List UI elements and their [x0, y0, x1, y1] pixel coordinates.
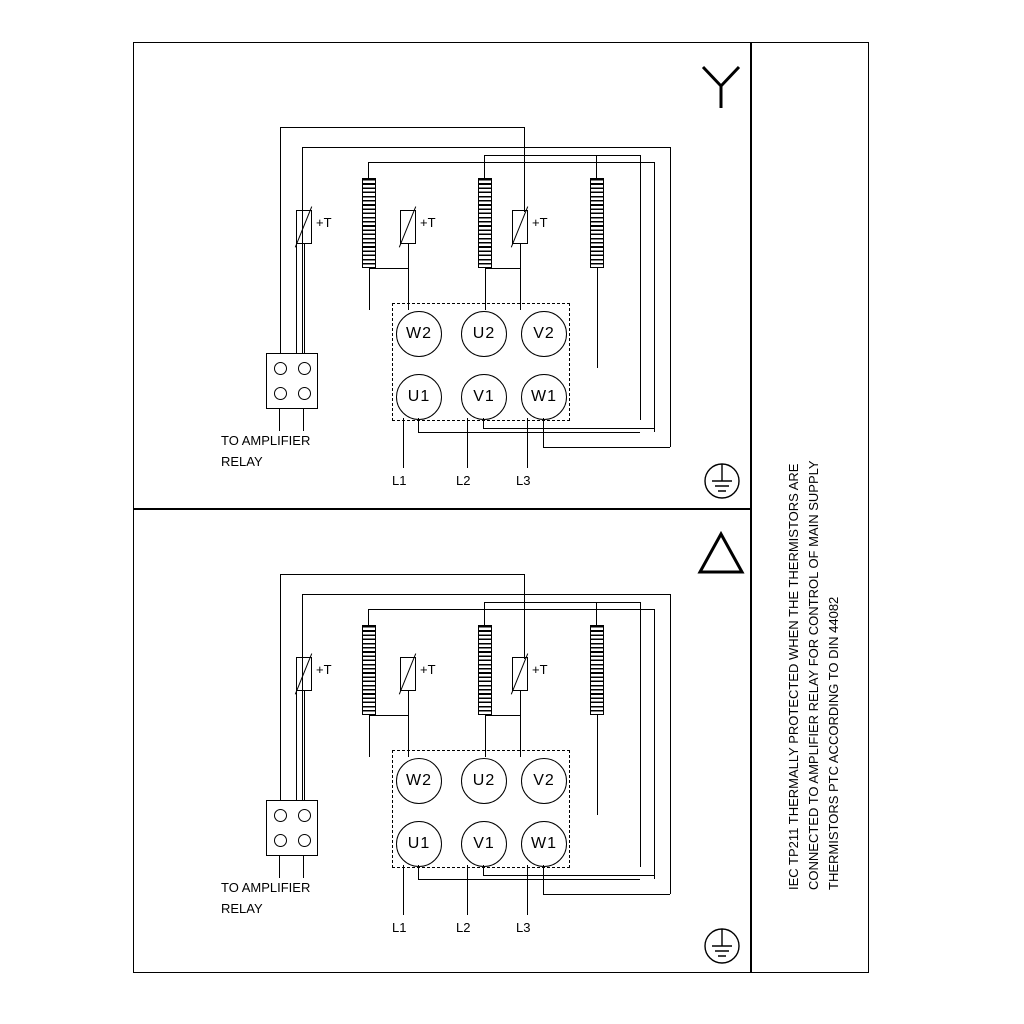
supply-label-L3: L3	[516, 473, 531, 488]
wire	[597, 268, 598, 368]
terminal-V1[interactable]: V1	[461, 821, 507, 867]
connector-pin	[298, 387, 311, 400]
winding-coil	[478, 625, 492, 715]
note-line-3: THERMISTORS PTC ACCORDING TO DIN 44082	[826, 596, 841, 890]
wire	[543, 865, 544, 894]
terminal-V2[interactable]: V2	[521, 311, 567, 357]
wire	[368, 609, 654, 610]
wire	[368, 609, 369, 626]
amplifier-label-line1: TO AMPLIFIER	[221, 433, 311, 448]
wire	[302, 147, 670, 148]
supply-label-L2: L2	[456, 473, 471, 488]
wire	[467, 418, 468, 468]
wire	[484, 602, 640, 603]
wire	[670, 147, 671, 447]
wire	[543, 894, 670, 895]
supply-label-L1: L1	[392, 920, 407, 935]
winding-coil	[362, 178, 376, 268]
wire	[483, 418, 484, 428]
wire	[484, 602, 485, 626]
amplifier-label-line1: TO AMPLIFIER	[221, 880, 311, 895]
thermistor-label: +T	[420, 662, 436, 677]
wire	[640, 602, 641, 867]
terminal-V2[interactable]: V2	[521, 758, 567, 804]
wire	[304, 244, 305, 354]
wire	[279, 409, 280, 431]
terminal-W1[interactable]: W1	[521, 374, 567, 420]
star-wye-icon	[698, 62, 744, 112]
wire	[403, 865, 404, 915]
wire	[369, 268, 370, 310]
wire	[654, 609, 655, 879]
connector-pin	[274, 362, 287, 375]
wire	[302, 147, 303, 362]
wire	[524, 574, 525, 659]
connector-pin	[274, 387, 287, 400]
supply-label-L3: L3	[516, 920, 531, 935]
wire	[280, 574, 525, 575]
wire	[369, 268, 409, 269]
wire	[520, 244, 521, 310]
wire	[654, 162, 655, 432]
wire	[418, 865, 419, 879]
wire	[418, 418, 419, 432]
terminal-W1[interactable]: W1	[521, 821, 567, 867]
wire	[369, 715, 370, 757]
thermistor-label: +T	[316, 662, 332, 677]
amplifier-connector-block[interactable]	[266, 353, 318, 409]
wire	[483, 875, 654, 876]
wire	[543, 447, 670, 448]
winding-coil	[590, 178, 604, 268]
terminal-V1[interactable]: V1	[461, 374, 507, 420]
wire	[670, 594, 671, 894]
note-line-2: CONNECTED TO AMPLIFIER RELAY FOR CONTROL OF MAIN SUPPLY	[806, 460, 821, 890]
wire	[485, 715, 521, 716]
wire	[296, 691, 297, 801]
earth-ground-icon-delta	[700, 925, 744, 967]
earth-ground-icon-star	[700, 460, 744, 502]
wire	[484, 155, 485, 179]
wire	[483, 428, 654, 429]
wire	[543, 418, 544, 447]
terminal-U2[interactable]: U2	[461, 311, 507, 357]
wire	[485, 268, 521, 269]
terminal-W2[interactable]: W2	[396, 758, 442, 804]
delta-triangle-icon	[696, 530, 746, 576]
wire	[467, 865, 468, 915]
terminal-U1[interactable]: U1	[396, 821, 442, 867]
wire	[483, 865, 484, 875]
wire	[368, 162, 654, 163]
wire	[280, 574, 281, 809]
thermistor-label: +T	[532, 662, 548, 677]
terminal-U2[interactable]: U2	[461, 758, 507, 804]
connector-pin	[274, 834, 287, 847]
wire	[303, 409, 304, 431]
wire	[524, 127, 525, 212]
wire	[418, 432, 640, 433]
wire	[296, 244, 297, 354]
wire	[280, 127, 525, 128]
terminal-U1[interactable]: U1	[396, 374, 442, 420]
supply-label-L2: L2	[456, 920, 471, 935]
thermistor-label: +T	[420, 215, 436, 230]
wire	[304, 691, 305, 801]
wire	[418, 879, 640, 880]
wire	[403, 418, 404, 468]
connector-pin	[298, 809, 311, 822]
note-line-1: IEC TP211 THERMALLY PROTECTED WHEN THE THERMISTORS ARE	[786, 463, 801, 890]
wire	[279, 856, 280, 878]
wire	[484, 155, 596, 156]
connector-pin	[274, 809, 287, 822]
thermistor-label: +T	[316, 215, 332, 230]
wire	[302, 594, 303, 809]
wire	[596, 602, 597, 626]
winding-coil	[478, 178, 492, 268]
terminal-W2[interactable]: W2	[396, 311, 442, 357]
connector-pin	[298, 834, 311, 847]
supply-label-L1: L1	[392, 473, 407, 488]
winding-coil	[362, 625, 376, 715]
wire	[597, 715, 598, 815]
wire	[640, 155, 641, 420]
connector-pin	[298, 362, 311, 375]
wire	[369, 715, 409, 716]
wire	[302, 594, 670, 595]
wire	[368, 162, 369, 179]
thermistor-label: +T	[532, 215, 548, 230]
winding-coil	[590, 625, 604, 715]
wire	[303, 856, 304, 878]
wire	[596, 155, 597, 179]
wire	[520, 691, 521, 757]
amplifier-connector-block[interactable]	[266, 800, 318, 856]
wire	[527, 865, 528, 915]
wire	[408, 691, 409, 757]
wire	[408, 244, 409, 310]
wire	[527, 418, 528, 468]
amplifier-label-line2: RELAY	[221, 901, 263, 916]
wire	[280, 127, 281, 362]
amplifier-label-line2: RELAY	[221, 454, 263, 469]
